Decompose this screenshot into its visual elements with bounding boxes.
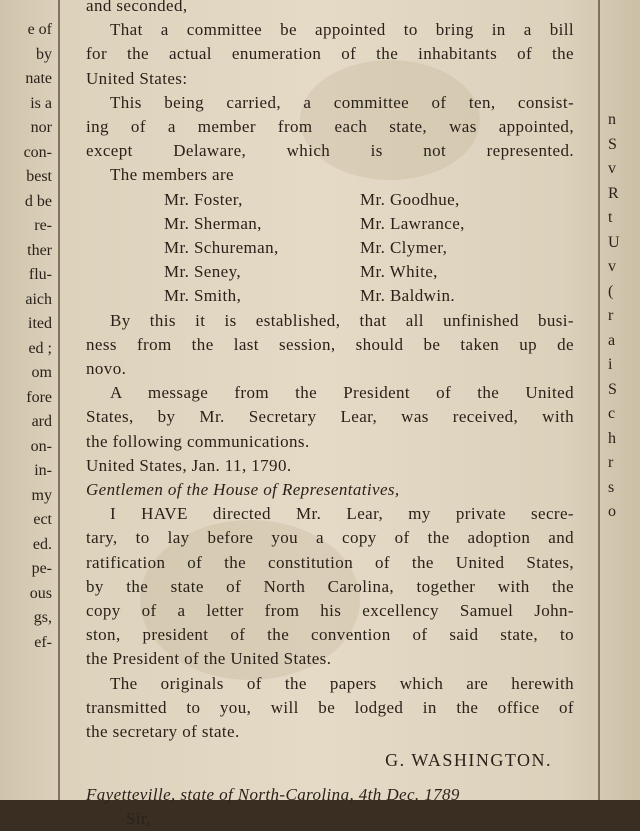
left-column-fragment	[0, 18, 54, 655]
left-column-line: my	[31, 486, 52, 504]
right-column-fragment	[602, 108, 640, 525]
left-column-line: pe-	[31, 560, 52, 577]
left-column-line: gs,	[33, 609, 52, 626]
left-column-line: nor	[30, 119, 52, 136]
article-line: the following communications.	[86, 431, 310, 451]
left-column-line: ed ;	[28, 339, 52, 357]
letter-line: the secretary of state.	[86, 722, 240, 742]
right-column-line: h	[608, 429, 616, 447]
left-column-line: ther	[27, 241, 52, 259]
letter-line: The originals of the papers which are herewith	[110, 673, 574, 693]
committee-member: Mr. Goodhue,	[360, 189, 460, 209]
left-column-line: nate	[25, 70, 52, 87]
letter-dateline: United States, Jan. 11, 1790.	[86, 455, 292, 475]
committee-member: Mr. Foster,	[164, 189, 243, 209]
committee-member: Mr. Baldwin.	[360, 286, 455, 306]
right-column-line: c	[608, 405, 616, 422]
right-column-line: s	[608, 478, 615, 496]
left-column-line: d be	[24, 192, 52, 210]
article-line: A message from the President of the United	[110, 383, 574, 403]
left-column-line: flu-	[28, 266, 52, 283]
left-column-line: fore	[26, 388, 52, 406]
column-rule-left	[58, 0, 60, 800]
right-column-line: S	[608, 135, 617, 153]
right-column-line: v	[608, 258, 616, 275]
letter-line: by the state of North Carolina, together with the	[86, 576, 574, 596]
article-line: novo.	[86, 359, 127, 379]
article-line: United States:	[86, 68, 188, 88]
committee-member: Mr. White,	[360, 262, 438, 282]
letter-line: transmitted to you, will be lodged in the office of	[86, 697, 574, 717]
committee-member: Mr. Seney,	[164, 262, 242, 282]
article-line: That a committee be appointed to bring in a bill	[110, 20, 574, 40]
right-column-line: (	[608, 282, 614, 300]
letter-line: tary, to lay before you a copy of the adoption and	[86, 528, 574, 548]
right-column-line: R	[608, 184, 619, 202]
letter-salutation: Gentlemen of the House of Representatives,	[86, 480, 400, 500]
left-column-line: ited	[28, 315, 52, 332]
left-column-line: best	[26, 168, 52, 185]
left-column-line: re-	[34, 217, 52, 234]
left-column-line: in-	[34, 462, 52, 479]
letter-line: ston, president of the convention of said state, to	[86, 625, 574, 645]
committee-member: Mr. Lawrance,	[360, 213, 465, 233]
left-column-line: ous	[29, 584, 52, 602]
left-column-line: aich	[25, 290, 52, 308]
left-column-line: is a	[30, 94, 52, 112]
letter-line: ratification of the constitution of the United States,	[86, 552, 574, 572]
committee-member: Mr. Sherman,	[164, 213, 262, 233]
left-column-line: by	[36, 45, 52, 63]
place-dateline: Fayetteville, state of North-Carolina, 4th Dec. 1789	[86, 784, 460, 804]
article-line: ing of a member from each state, was appointed,	[86, 117, 574, 137]
right-column-line: r	[608, 307, 614, 324]
right-column-line: v	[608, 160, 616, 177]
right-column-line: U	[608, 233, 620, 251]
right-column-line: r	[608, 454, 614, 471]
article-line: This being carried, a committee of ten, consist-	[110, 92, 574, 112]
committee-member: Mr. Clymer,	[360, 238, 448, 258]
committee-members-list	[86, 188, 574, 309]
left-column-line: ed.	[32, 535, 52, 553]
article-line: except Delaware, which is not represented.	[86, 141, 574, 161]
left-column-line: ect	[33, 511, 52, 528]
article-line: for the actual enumeration of the inhabitants of the	[86, 44, 574, 64]
article-line: The members are	[110, 165, 234, 185]
article-column	[86, 0, 574, 831]
article-line: and seconded,	[86, 0, 188, 15]
right-column-line: o	[608, 503, 616, 520]
left-column-line: om	[31, 364, 52, 381]
left-column-line: con-	[23, 143, 52, 161]
letter-line: the President of the United States.	[86, 649, 332, 669]
left-column-line: e of	[27, 21, 52, 38]
letter-line: I HAVE directed Mr. Lear, my private secre-	[110, 504, 574, 524]
letter-line: copy of a letter from his excellency Samuel John-	[86, 601, 574, 621]
committee-member: Mr. Schureman,	[164, 238, 279, 258]
left-column-line: ef-	[34, 633, 52, 651]
article-line: ness from the last session, should be taken up de	[86, 334, 574, 354]
right-column-line: n	[608, 111, 616, 128]
left-column-line: on-	[30, 437, 52, 455]
right-column-line: a	[608, 331, 616, 349]
column-rule-right	[598, 0, 600, 800]
article-line: By this it is established, that all unfinished busi-	[110, 310, 574, 330]
committee-member: Mr. Smith,	[164, 286, 242, 306]
right-column-line: i	[608, 356, 613, 373]
signature: G. WASHINGTON.	[385, 750, 552, 771]
left-column-line: ard	[31, 413, 52, 430]
article-line: States, by Mr. Secretary Lear, was received, with	[86, 407, 574, 427]
footer-fragment: Sir,	[126, 808, 152, 828]
right-column-line: S	[608, 380, 617, 398]
right-column-line: t	[608, 209, 613, 226]
